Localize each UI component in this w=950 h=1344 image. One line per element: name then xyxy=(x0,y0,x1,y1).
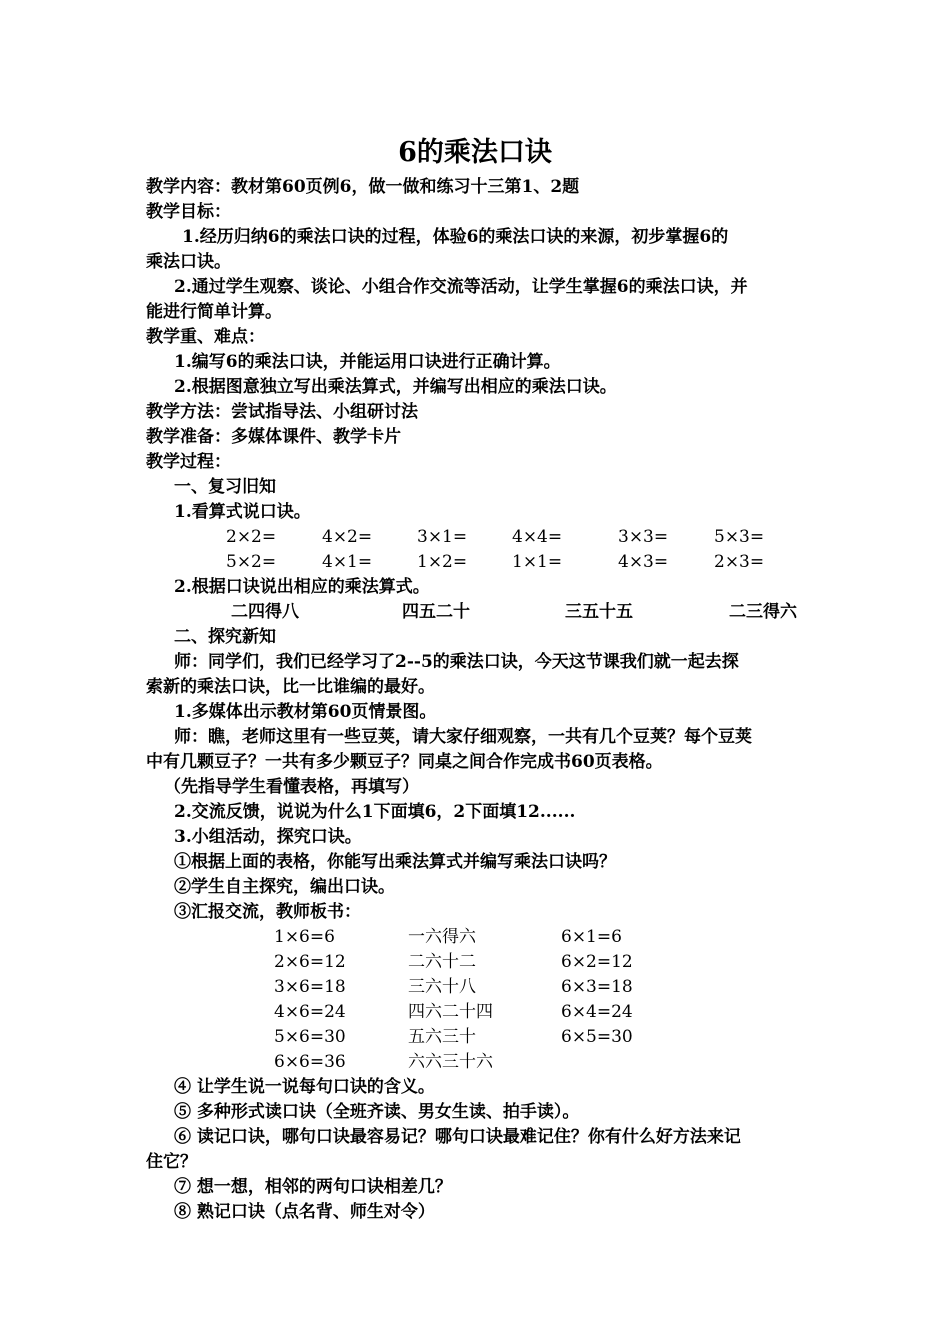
board-koujue: 四六二十四 xyxy=(408,1002,493,1022)
teacher-intro-line-2: 索新的乘法口诀，比一比谁编的最好。 xyxy=(146,677,435,697)
board-expr-b: 6×5=30 xyxy=(561,1027,633,1047)
review-expr: 5×3= xyxy=(714,527,765,547)
review-expr: 2×2= xyxy=(226,527,277,547)
review-expr: 5×2= xyxy=(226,552,277,572)
section-review-heading: 一、复习旧知 xyxy=(174,477,276,497)
board-expr-b: 6×2=12 xyxy=(561,952,633,972)
activity-7: ⑦ 想一想，相邻的两句口诀相差几？ xyxy=(174,1177,452,1197)
board-koujue: 六六三十六 xyxy=(408,1052,493,1072)
activity-1: ①根据上面的表格，你能写出乘法算式并编写乘法口诀吗？ xyxy=(174,852,616,872)
review-expr: 4×4= xyxy=(512,527,563,547)
board-expr-a: 2×6=12 xyxy=(274,952,346,972)
board-expr-a: 5×6=30 xyxy=(274,1027,346,1047)
activity-4: ④ 让学生说一说每句口诀的含义。 xyxy=(174,1077,435,1097)
document-title: 6的乘法口诀 xyxy=(398,137,552,168)
board-expr-b: 6×1=6 xyxy=(561,927,622,947)
goal-2-line-1: 2.通过学生观察、谈论、小组合作交流等活动，让学生掌握6的乘法口诀，并 xyxy=(174,277,748,297)
explore-step-2: 2.交流反馈，说说为什么1下面填6，2下面填12...... xyxy=(174,802,576,822)
board-expr-b: 6×3=18 xyxy=(561,977,633,997)
review-expr: 2×3= xyxy=(714,552,765,572)
teacher-prompt-line-2: 中有几颗豆子？一共有多少颗豆子？同桌之间合作完成书60页表格。 xyxy=(146,752,663,772)
explore-step-3: 3.小组活动，探究口诀。 xyxy=(174,827,362,847)
teaching-goals-heading: 教学目标： xyxy=(146,202,231,222)
koujue-item: 二四得八 xyxy=(231,602,299,622)
teaching-content: 教学内容：教材第60页例6，做一做和练习十三第1、2题 xyxy=(146,177,580,197)
koujue-item: 四五二十 xyxy=(402,602,470,622)
teaching-preparation: 教学准备：多媒体课件、教学卡片 xyxy=(146,427,401,447)
board-expr-a: 4×6=24 xyxy=(274,1002,346,1022)
key-point-1: 1.编写6的乘法口诀，并能运用口诀进行正确计算。 xyxy=(174,352,561,372)
key-points-heading: 教学重、难点： xyxy=(146,327,265,347)
goal-1-line-2: 乘法口诀。 xyxy=(146,252,231,272)
board-koujue: 一六得六 xyxy=(408,927,476,947)
goal-2-line-2: 能进行简单计算。 xyxy=(146,302,282,322)
board-koujue: 二六十二 xyxy=(408,952,476,972)
activity-5: ⑤ 多种形式读口诀（全班齐读、男女生读、拍手读）。 xyxy=(174,1102,580,1122)
board-koujue: 三六十八 xyxy=(408,977,476,997)
review-item-1: 1.看算式说口诀。 xyxy=(174,502,311,522)
activity-3: ③汇报交流，教师板书： xyxy=(174,902,361,922)
review-expr: 1×1= xyxy=(512,552,563,572)
review-expr: 4×3= xyxy=(618,552,669,572)
board-expr-a: 3×6=18 xyxy=(274,977,346,997)
activity-2: ②学生自主探究，编出口诀。 xyxy=(174,877,395,897)
teaching-method: 教学方法：尝试指导法、小组研讨法 xyxy=(146,402,418,422)
guidance-note: （先指导学生看懂表格，再填写） xyxy=(164,777,419,797)
activity-8: ⑧ 熟记口诀（点名背、师生对令） xyxy=(174,1202,435,1222)
activity-6-line-1: ⑥ 读记口诀，哪句口诀最容易记？哪句口诀最难记住？你有什么好方法来记 xyxy=(174,1127,741,1147)
section-explore-heading: 二、探究新知 xyxy=(174,627,276,647)
koujue-item: 三五十五 xyxy=(565,602,633,622)
koujue-item: 二三得六 xyxy=(729,602,797,622)
activity-6-line-2: 住它？ xyxy=(146,1152,197,1172)
teacher-prompt-line-1: 师：瞧，老师这里有一些豆荚，请大家仔细观察，一共有几个豆荚？每个豆荚 xyxy=(174,727,752,747)
goal-1-line-1: 1.经历归纳6的乘法口诀的过程，体验6的乘法口诀的来源，初步掌握6的 xyxy=(182,227,729,247)
review-expr: 1×2= xyxy=(417,552,468,572)
board-expr-a: 1×6=6 xyxy=(274,927,335,947)
board-expr-b: 6×4=24 xyxy=(561,1002,633,1022)
explore-step-1: 1.多媒体出示教材第60页情景图。 xyxy=(174,702,437,722)
board-koujue: 五六三十 xyxy=(408,1027,476,1047)
review-item-2: 2.根据口诀说出相应的乘法算式。 xyxy=(174,577,430,597)
review-expr: 3×1= xyxy=(417,527,468,547)
teacher-intro-line-1: 师：同学们，我们已经学习了2--5的乘法口诀，今天这节课我们就一起去探 xyxy=(174,652,739,672)
key-point-2: 2.根据图意独立写出乘法算式，并编写出相应的乘法口诀。 xyxy=(174,377,617,397)
board-expr-a: 6×6=36 xyxy=(274,1052,346,1072)
teaching-process-heading: 教学过程： xyxy=(146,452,231,472)
review-expr: 4×1= xyxy=(322,552,373,572)
review-expr: 4×2= xyxy=(322,527,373,547)
review-expr: 3×3= xyxy=(618,527,669,547)
